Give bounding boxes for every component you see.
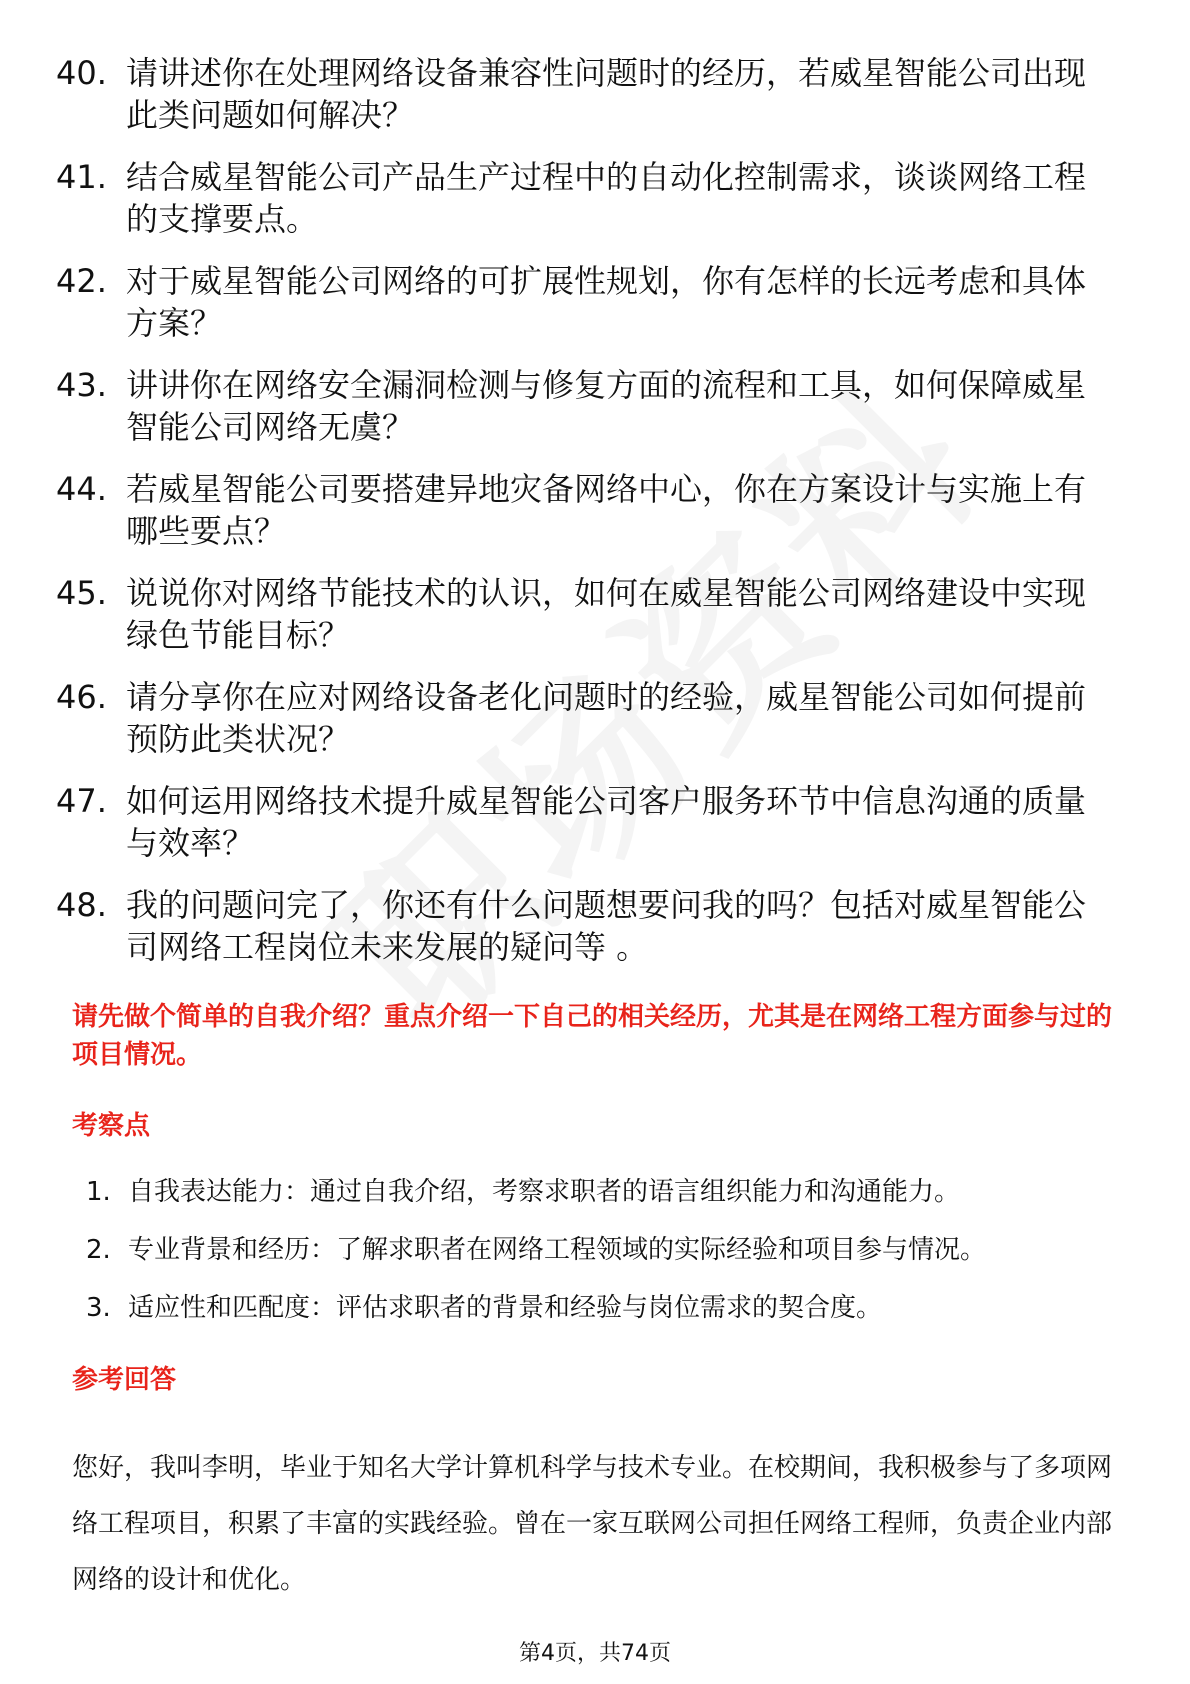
question-item [56, 156, 1116, 240]
assessment-heading: 考察点 [72, 1111, 151, 1141]
question-text: 请分享你在应对网络设备老化问题时的经验，威星智能公司如何提前预防此类状况？ [126, 678, 1087, 758]
assessment-point [86, 1230, 1086, 1270]
question-text: 我的问题问完了，你还有什么问题想要问我的吗？包括对威星智能公司网络工程岗位未来发展的疑问等 。 [126, 886, 1087, 966]
question-number: 46. [56, 678, 107, 716]
point-text: 适应性和匹配度：评估求职者的背景和经验与岗位需求的契合度。 [128, 1293, 883, 1323]
question-item [56, 780, 1116, 864]
question-text: 若威星智能公司要搭建异地灾备网络中心，你在方案设计与实施上有哪些要点？ [126, 470, 1087, 550]
question-text: 说说你对网络节能技术的认识，如何在威星智能公司网络建设中实现绿色节能目标？ [126, 574, 1087, 654]
featured-question: 请先做个简单的自我介绍？重点介绍一下自己的相关经历，尤其是在网络工程方面参与过的项目情况。 [72, 1002, 1113, 1070]
question-item [56, 260, 1116, 344]
question-number: 40. [56, 54, 107, 92]
question-item [56, 884, 1116, 968]
question-text: 请讲述你在处理网络设备兼容性问题时的经历，若威星智能公司出现此类问题如何解决？ [126, 54, 1087, 134]
question-number: 47. [56, 782, 107, 820]
page-footer: 第4页，共74页 [519, 1641, 671, 1666]
point-number: 2. [86, 1235, 111, 1265]
question-text: 如何运用网络技术提升威星智能公司客户服务环节中信息沟通的质量与效率？ [126, 782, 1087, 862]
question-number: 45. [56, 574, 107, 612]
assessment-point [86, 1172, 1086, 1212]
question-list [56, 52, 1116, 988]
question-number: 48. [56, 886, 107, 924]
reference-heading: 参考回答 [72, 1365, 177, 1395]
reference-answer: 您好，我叫李明，毕业于知名大学计算机科学与技术专业。在校期间，我积极参与了多项网络工程项目，积累了丰富的实践经验。曾在一家互联网公司担任网络工程师，负责企业内部网络的设计和优化。 [72, 1453, 1113, 1595]
point-text: 专业背景和经历：了解求职者在网络工程领域的实际经验和项目参与情况。 [128, 1235, 987, 1265]
question-item [56, 676, 1116, 760]
question-text: 对于威星智能公司网络的可扩展性规划，你有怎样的长远考虑和具体方案？ [126, 262, 1087, 342]
question-text: 结合威星智能公司产品生产过程中的自动化控制需求，谈谈网络工程的支撑要点。 [126, 158, 1087, 238]
question-item [56, 52, 1116, 136]
question-text: 讲讲你在网络安全漏洞检测与修复方面的流程和工具，如何保障威星智能公司网络无虞？ [126, 366, 1087, 446]
question-number: 42. [56, 262, 107, 300]
question-item [56, 468, 1116, 552]
point-number: 3. [86, 1293, 111, 1323]
point-text: 自我表达能力：通过自我介绍，考察求职者的语言组织能力和沟通能力。 [128, 1177, 961, 1207]
question-number: 41. [56, 158, 107, 196]
question-number: 44. [56, 470, 107, 508]
assessment-points [86, 1172, 1086, 1346]
question-item [56, 572, 1116, 656]
question-number: 43. [56, 366, 107, 404]
question-item [56, 364, 1116, 448]
assessment-point [86, 1288, 1086, 1328]
point-number: 1. [86, 1177, 111, 1207]
